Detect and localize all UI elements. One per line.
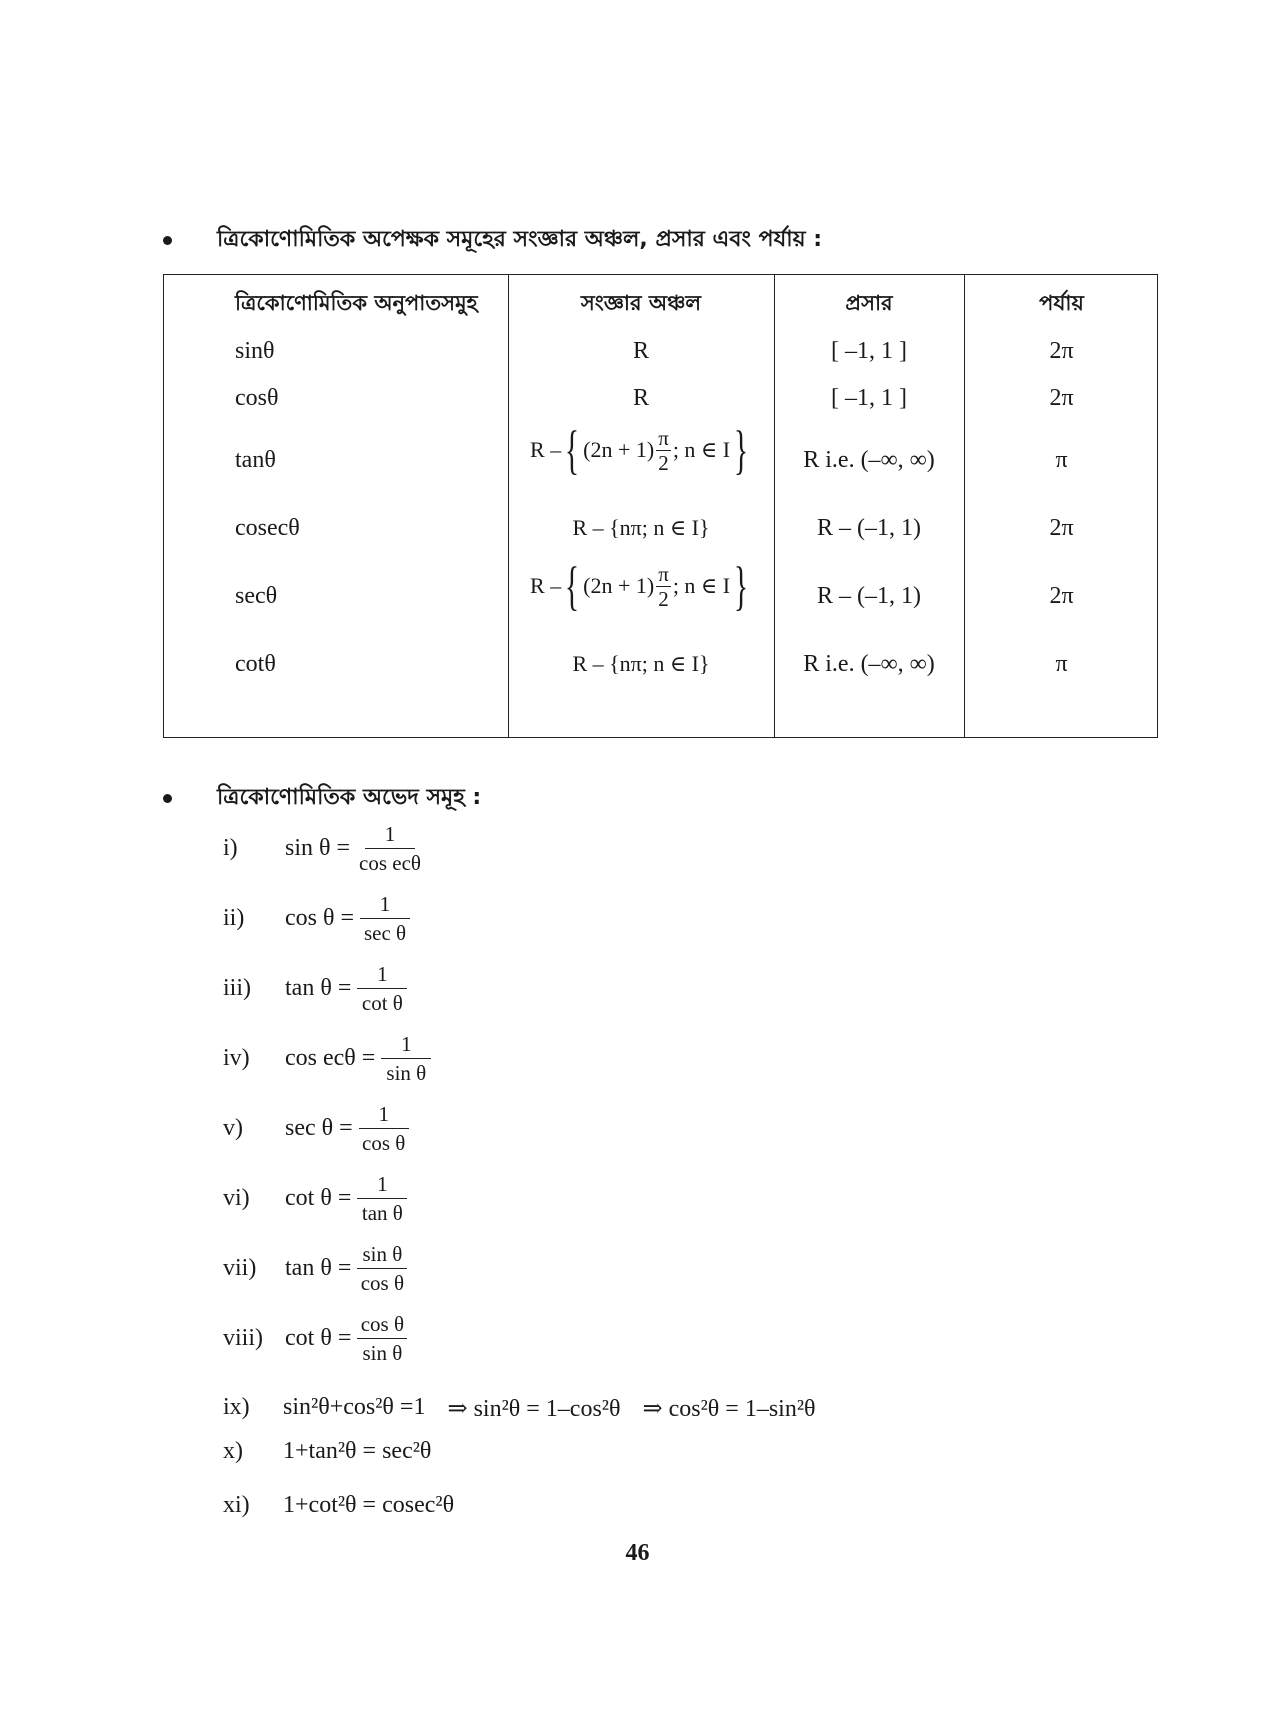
row-cos-period: 2π — [1049, 385, 1074, 411]
row-sec-domain: R – { (2n + 1) $\frac{\pi}{2}$ ; n ∈ I } — [530, 556, 749, 616]
row-tan-range: R i.e. (–∞, ∞) — [803, 447, 935, 473]
right-brace-icon: } — [733, 556, 749, 616]
row-sin-domain: R — [632, 338, 649, 364]
identity-item: vi) cot θ = $\frac{1}{\text{tan θ}}$ — [223, 1170, 407, 1227]
identity-item: x) 1+tan²θ = sec²θ — [223, 1438, 432, 1464]
fraction: $\frac{1}{\text{tan θ}}$ — [357, 1170, 407, 1227]
identity-item: viii) cot θ = $\frac{\text{cos θ}}{\text{sin θ}}$ — [223, 1310, 407, 1367]
row-sec-range: R – (–1, 1) — [817, 583, 921, 609]
fraction: $\frac{\text{cos θ}}{\text{sin θ}}$ — [357, 1310, 407, 1367]
identity-item: vii) tan θ = $\frac{\text{sin θ}}{\text{cos θ}}$ — [223, 1240, 407, 1297]
pi-over-two: $\frac{\pi}{2}$ — [658, 561, 669, 611]
heading-text: ত্রিকোণোমিতিক অভেদ সমূহ : — [217, 785, 482, 810]
row-cosec-period: 2π — [1049, 515, 1074, 541]
fraction: $\frac{1}{\text{cos θ}}$ — [359, 1100, 409, 1157]
header-range: প্রসার — [845, 291, 893, 315]
row-tan-domain: R – { (2n + 1) $\frac{\pi}{2}$ ; n ∈ I } — [530, 420, 749, 480]
bullet-icon — [163, 794, 172, 803]
header-ratios: ত্রিকোণোমিতিক অনুপাতসমুহ — [235, 291, 478, 315]
fraction: $\frac{1}{\text{cos ecθ}}$ — [359, 822, 421, 875]
fraction: $\frac{1}{\text{cot θ}}$ — [357, 960, 407, 1017]
identity-item: v) sec θ = $\frac{1}{\text{cos θ}}$ — [223, 1100, 409, 1157]
row-sec-name: secθ — [235, 583, 278, 609]
header-domain: সংজ্ঞার অঞ্চল — [580, 291, 702, 315]
row-cot-domain: R – {nπ; n ∈ I} — [572, 651, 710, 676]
row-cot-period: π — [1055, 651, 1068, 677]
row-cos-name: cosθ — [235, 385, 279, 411]
right-brace-icon: } — [733, 420, 749, 480]
row-sec-period: 2π — [1049, 583, 1074, 609]
left-brace-icon: { — [565, 420, 580, 480]
row-cos-domain: R — [632, 385, 649, 411]
row-tan-name: tanθ — [235, 447, 276, 473]
row-cot-name: cotθ — [235, 651, 276, 677]
functions-table — [163, 274, 1158, 738]
left-brace-icon: { — [565, 556, 580, 616]
row-sin-name: sinθ — [235, 338, 275, 364]
identity-item: iv) cos ecθ = $\frac{1}{\text{sin θ}}$ — [223, 1030, 431, 1087]
row-cot-range: R i.e. (–∞, ∞) — [803, 651, 935, 677]
section-heading-domain-range — [163, 222, 822, 259]
identity-item: iii) tan θ = $\frac{1}{\text{cot θ}}$ — [223, 960, 407, 1017]
fraction: $\frac{1}{\text{sin θ}}$ — [381, 1030, 431, 1087]
identity-item: ii) cos θ = $\frac{1}{\text{sec θ}}$ — [223, 890, 410, 947]
identity-item: i) sin θ = $\frac{1}{\text{cos ecθ}}$ — [223, 820, 424, 877]
section-heading-identities — [163, 780, 481, 817]
heading-text: ত্রিকোণোমিতিক অপেক্ষক সমূহের সংজ্ঞার অঞ্চল, প্রসার এবং পর্যায় : — [217, 227, 823, 252]
identity-item: xi) 1+cot²θ = cosec²θ — [223, 1492, 455, 1518]
fraction: $\frac{1}{\text{sec θ}}$ — [360, 890, 410, 947]
row-cosec-domain: R – {nπ; n ∈ I} — [572, 515, 710, 540]
bullet-icon — [163, 236, 172, 245]
pi-over-two: $\frac{\pi}{2}$ — [658, 425, 669, 475]
row-cosec-name: cosecθ — [235, 515, 300, 541]
row-sin-range: [ –1, 1 ] — [831, 338, 907, 364]
fraction: $\frac{\text{sin θ}}{\text{cos θ}}$ — [357, 1240, 407, 1297]
identity-item: ix) sin²θ+cos²θ =1 ⇒ sin²θ = 1–cos²θ ⇒ cos²θ = 1–sin²θ — [223, 1394, 816, 1422]
header-period: পর্যায় — [1039, 291, 1084, 315]
row-cos-range: [ –1, 1 ] — [831, 385, 907, 411]
page-number: 46 — [625, 1540, 650, 1566]
row-tan-period: π — [1055, 447, 1068, 473]
row-sin-period: 2π — [1049, 338, 1074, 364]
row-cosec-range: R – (–1, 1) — [817, 515, 921, 541]
